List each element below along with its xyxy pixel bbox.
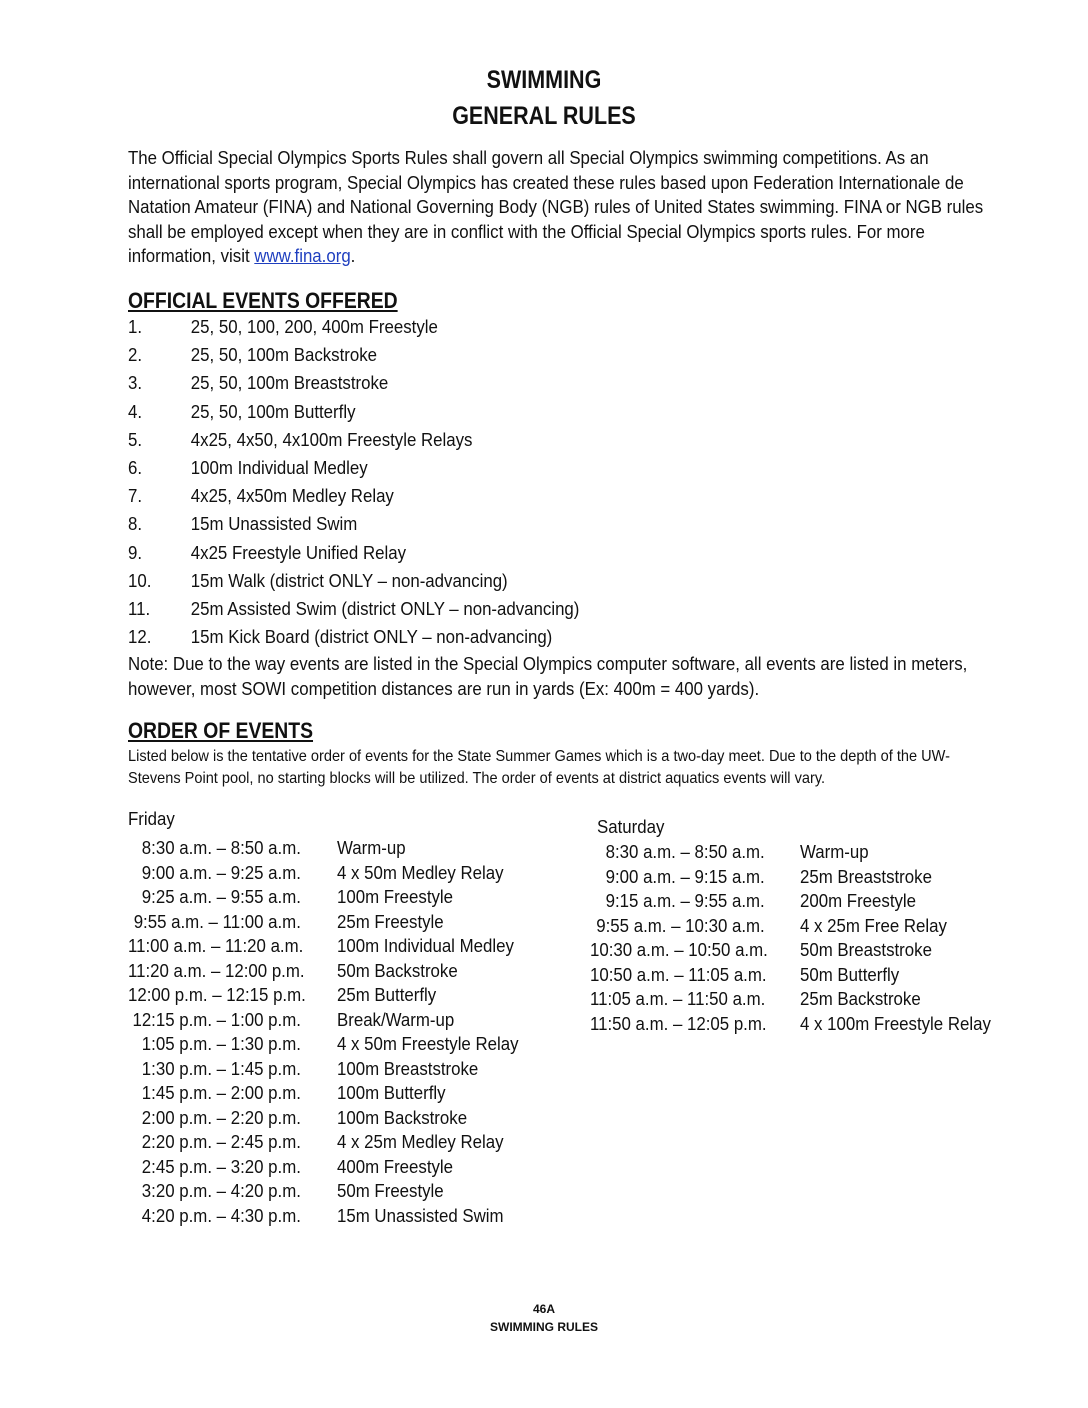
intro-period: . xyxy=(350,245,356,266)
saturday-label: Saturday xyxy=(597,816,665,837)
time-range: 2:45 p.m. – 3:20 p.m. xyxy=(141,1155,301,1177)
time-range: 11:50 a.m. – 12:05 p.m. xyxy=(590,1012,767,1034)
event-name: 100m Individual Medley xyxy=(337,935,514,956)
time-range: 10:30 a.m. – 10:50 a.m. xyxy=(590,939,768,960)
intro-paragraph xyxy=(128,146,1002,269)
event-name: 15m Unassisted Swim xyxy=(337,1204,504,1226)
event-text: 25, 50, 100m Backstroke xyxy=(190,344,378,366)
event-item xyxy=(128,511,765,539)
event-number: 1. xyxy=(128,316,143,337)
event-name: 4 x 25m Free Relay xyxy=(800,914,947,936)
event-number: 5. xyxy=(128,428,143,450)
event-text: 25m Assisted Swim (district ONLY – non-advancing) xyxy=(190,597,580,619)
event-item xyxy=(128,370,765,398)
time-range: 1:05 p.m. – 1:30 p.m. xyxy=(141,1033,301,1054)
fina-link[interactable]: www.fina.org xyxy=(254,245,351,266)
event-text: 25, 50, 100, 200, 400m Freestyle xyxy=(190,316,438,337)
event-number: 4. xyxy=(128,400,143,422)
event-name: 4 x 50m Freestyle Relay xyxy=(337,1033,519,1054)
event-text: 4x25, 4x50m Medley Relay xyxy=(190,485,394,507)
time-range: 2:20 p.m. – 2:45 p.m. xyxy=(141,1131,301,1152)
event-name: Break/Warm-up xyxy=(337,1008,455,1030)
saturday-schedule-row xyxy=(590,840,1020,865)
friday-schedule-row xyxy=(128,1179,548,1204)
time-range: 9:15 a.m. – 9:55 a.m. xyxy=(605,890,765,911)
saturday-schedule xyxy=(590,840,1020,1036)
event-name: 100m Butterfly xyxy=(337,1082,446,1103)
friday-schedule-row xyxy=(128,959,548,984)
events-heading: OFFICIAL EVENTS OFFERED xyxy=(128,288,398,313)
event-number: 7. xyxy=(128,485,143,507)
saturday-schedule-row xyxy=(590,963,1020,988)
event-item xyxy=(128,483,765,511)
time-range: 9:00 a.m. – 9:25 a.m. xyxy=(141,861,301,883)
event-number: 9. xyxy=(128,541,143,563)
time-range: 1:30 p.m. – 1:45 p.m. xyxy=(141,1057,301,1079)
time-range: 1:45 p.m. – 2:00 p.m. xyxy=(141,1082,301,1103)
event-name: 100m Freestyle xyxy=(337,886,454,907)
footer-label: SWIMMING RULES xyxy=(490,1320,598,1334)
event-name: 25m Backstroke xyxy=(800,988,921,1009)
friday-schedule-row xyxy=(128,934,548,959)
page-subtitle: GENERAL RULES xyxy=(452,102,636,130)
event-name: 50m Backstroke xyxy=(337,959,458,981)
event-item xyxy=(128,624,765,652)
event-item xyxy=(128,342,765,370)
event-name: 100m Backstroke xyxy=(337,1106,468,1128)
saturday-schedule-row xyxy=(590,938,1020,963)
friday-schedule-row xyxy=(128,983,548,1008)
page-number: 46A xyxy=(532,1302,555,1316)
event-name: 50m Breaststroke xyxy=(800,939,932,960)
event-number: 6. xyxy=(128,456,143,478)
time-range: 4:20 p.m. – 4:30 p.m. xyxy=(141,1204,301,1226)
saturday-schedule-row xyxy=(590,987,1020,1012)
friday-schedule-row xyxy=(128,1057,548,1082)
event-item xyxy=(128,427,765,455)
friday-schedule xyxy=(128,836,548,1228)
event-text: 15m Unassisted Swim xyxy=(190,513,358,535)
time-range: 11:05 a.m. – 11:50 a.m. xyxy=(590,988,766,1009)
event-name: 25m Breaststroke xyxy=(800,865,932,887)
event-number: 2. xyxy=(128,344,143,366)
time-range: 12:15 p.m. – 1:00 p.m. xyxy=(132,1008,301,1030)
intro-text: The Official Special Olympics Sports Rules shall govern all Special Olympics swimming competitions. As an international sports program, Special Olympics has created these rules based upon Federation Internationale de Natation Amateur (FINA) and National Governing Body (NGB) rules of United States swimming. FINA or NGB rules shall be employed except when they are in conflict with the Official Special Olympics sports rules. For more information, visit xyxy=(128,147,984,266)
event-name: Warm-up xyxy=(337,837,406,858)
event-text: 4x25, 4x50, 4x100m Freestyle Relays xyxy=(190,428,473,450)
saturday-schedule-row xyxy=(590,889,1020,914)
events-list xyxy=(128,314,828,652)
event-name: 4 x 100m Freestyle Relay xyxy=(800,1012,991,1034)
event-item xyxy=(128,596,765,624)
event-name: 100m Breaststroke xyxy=(337,1057,479,1079)
event-name: Warm-up xyxy=(800,841,869,862)
friday-schedule-row xyxy=(128,1106,548,1131)
time-range: 11:00 a.m. – 11:20 a.m. xyxy=(128,935,304,956)
time-range: 2:00 p.m. – 2:20 p.m. xyxy=(141,1106,301,1128)
friday-schedule-row xyxy=(128,1155,548,1180)
friday-schedule-row xyxy=(128,1204,548,1229)
friday-schedule-row xyxy=(128,861,548,886)
saturday-schedule-row xyxy=(590,1012,1020,1037)
event-number: 12. xyxy=(128,626,152,648)
friday-label: Friday xyxy=(128,808,175,829)
time-range: 12:00 p.m. – 12:15 p.m. xyxy=(128,984,306,1005)
event-text: 15m Kick Board (district ONLY – non-advancing) xyxy=(190,626,553,648)
events-note: Note: Due to the way events are listed in the Special Olympics computer software, all events are listed in meters, however, most SOWI competition distances are run in yards (Ex: 400m = 400 yards). xyxy=(128,653,968,699)
event-name: 50m Butterfly xyxy=(800,963,900,985)
event-name: 200m Freestyle xyxy=(800,890,917,911)
friday-schedule-row xyxy=(128,1008,548,1033)
event-text: 25, 50, 100m Breaststroke xyxy=(190,372,389,394)
time-range: 9:00 a.m. – 9:15 a.m. xyxy=(605,865,765,887)
friday-schedule-row xyxy=(128,836,548,861)
time-range: 10:50 a.m. – 11:05 a.m. xyxy=(590,963,767,985)
friday-schedule-row xyxy=(128,1130,548,1155)
event-name: 4 x 50m Medley Relay xyxy=(337,861,504,883)
event-item xyxy=(128,455,765,483)
event-name: 50m Freestyle xyxy=(337,1180,444,1201)
friday-schedule-row xyxy=(128,1032,548,1057)
time-range: 8:30 a.m. – 8:50 a.m. xyxy=(605,841,765,862)
event-number: 8. xyxy=(128,513,143,535)
event-text: 25, 50, 100m Butterfly xyxy=(190,400,356,422)
event-item xyxy=(128,540,765,568)
page-title: SWIMMING xyxy=(486,66,602,94)
event-number: 3. xyxy=(128,372,143,394)
event-name: 4 x 25m Medley Relay xyxy=(337,1131,504,1152)
event-name: 400m Freestyle xyxy=(337,1155,454,1177)
order-heading: ORDER OF EVENTS xyxy=(128,718,314,743)
order-intro: Listed below is the tentative order of events for the State Summer Games which is a two-day meet. Due to the depth of the UW-Stevens Point pool, no starting blocks will be utilized. The order of events at district aquatics events will vary. xyxy=(128,748,950,787)
time-range: 8:30 a.m. – 8:50 a.m. xyxy=(141,837,301,858)
friday-schedule-row xyxy=(128,910,548,935)
friday-schedule-row xyxy=(128,885,548,910)
time-range: 9:55 a.m. – 10:30 a.m. xyxy=(596,914,765,936)
event-name: 25m Freestyle xyxy=(337,910,444,932)
saturday-schedule-row xyxy=(590,865,1020,890)
time-range: 3:20 p.m. – 4:20 p.m. xyxy=(141,1180,301,1201)
event-text: 15m Walk (district ONLY – non-advancing) xyxy=(190,569,508,591)
time-range: 9:25 a.m. – 9:55 a.m. xyxy=(141,886,301,907)
friday-schedule-row xyxy=(128,1081,548,1106)
event-item xyxy=(128,399,765,427)
time-range: 11:20 a.m. – 12:00 p.m. xyxy=(128,959,305,981)
saturday-schedule-row xyxy=(590,914,1020,939)
event-text: 4x25 Freestyle Unified Relay xyxy=(190,541,407,563)
event-item xyxy=(128,568,765,596)
event-number: 10. xyxy=(128,569,152,591)
event-text: 100m Individual Medley xyxy=(190,456,368,478)
time-range: 9:55 a.m. – 11:00 a.m. xyxy=(133,910,301,932)
event-number: 11. xyxy=(128,597,151,619)
event-item xyxy=(128,314,765,342)
event-name: 25m Butterfly xyxy=(337,984,437,1005)
